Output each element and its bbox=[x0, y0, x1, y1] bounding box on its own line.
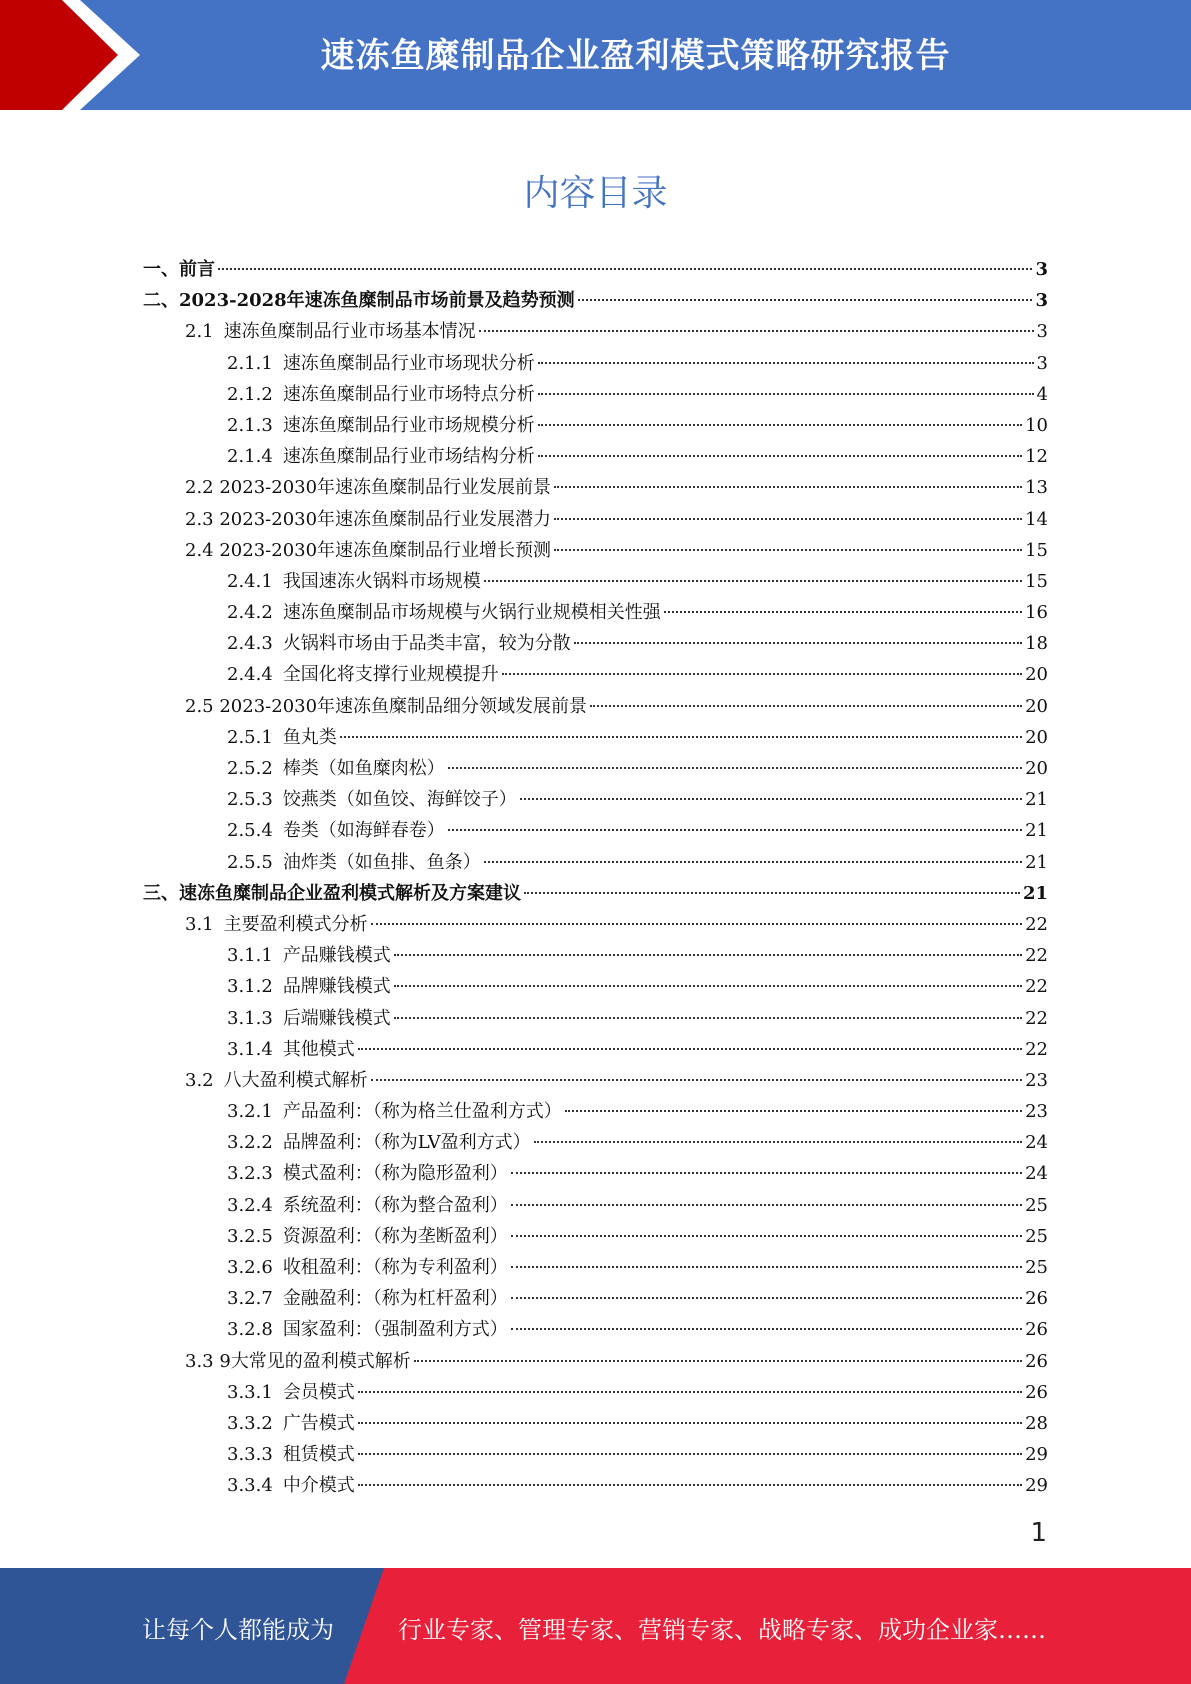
toc-entry-title: 三、速冻鱼糜制品企业盈利模式解析及方案建议 bbox=[143, 882, 521, 904]
footer-slogan-right: 行业专家、管理专家、营销专家、战略专家、成功企业家…… bbox=[398, 1616, 1046, 1644]
toc-dot-leader bbox=[358, 1048, 1022, 1050]
toc-entry[interactable] bbox=[143, 1377, 1048, 1408]
toc-entry-number: 3.3.4 bbox=[227, 1475, 273, 1497]
toc-dot-leader bbox=[511, 1235, 1022, 1237]
toc-entry-number: 2.1 bbox=[185, 321, 214, 343]
toc-entry-page: 22 bbox=[1025, 976, 1048, 998]
toc-entry-title: 全国化将支撑行业规模提升 bbox=[282, 664, 499, 686]
toc-entry-number: 3.2.5 bbox=[227, 1225, 273, 1247]
toc-entry-page: 23 bbox=[1025, 1069, 1048, 1091]
page-number: 1 bbox=[1030, 1518, 1047, 1548]
toc-dot-leader bbox=[414, 1360, 1022, 1362]
toc-entry-number: 2.5.5 bbox=[227, 851, 273, 873]
toc-entry-title: 租赁模式 bbox=[282, 1444, 355, 1466]
toc-entry-number: 2.5.2 bbox=[227, 758, 273, 779]
toc-entry-title: 2.4 2023-2030年速冻鱼糜制品行业增长预测 bbox=[185, 539, 552, 561]
toc-entry-title: 速冻鱼糜制品行业市场现状分析 bbox=[282, 352, 535, 374]
toc-entry-page: 10 bbox=[1025, 414, 1048, 436]
toc-dot-leader bbox=[394, 954, 1022, 956]
toc-entry-page: 21 bbox=[1022, 882, 1048, 904]
toc-entry-title: 中介模式 bbox=[282, 1475, 355, 1497]
toc-entry-title: 2.2 2023-2030年速冻鱼糜制品行业发展前景 bbox=[185, 477, 552, 499]
toc-entry[interactable] bbox=[143, 1190, 1048, 1221]
toc-entry-page: 26 bbox=[1025, 1350, 1048, 1372]
toc-entry-title: 八大盈利模式解析 bbox=[223, 1069, 368, 1091]
toc-entry[interactable] bbox=[143, 566, 1048, 597]
toc-entry[interactable] bbox=[143, 1408, 1048, 1439]
toc-entry-title: 收租盈利：（称为专利盈利） bbox=[282, 1257, 508, 1278]
toc-dot-leader bbox=[502, 673, 1022, 675]
toc-entry[interactable] bbox=[143, 878, 1048, 909]
toc-entry-number: 2.1.3 bbox=[227, 414, 273, 436]
toc-entry-page: 24 bbox=[1025, 1132, 1048, 1154]
toc-heading: 内容目录 bbox=[523, 173, 668, 214]
toc-dot-leader bbox=[511, 1297, 1022, 1299]
toc-entry[interactable] bbox=[143, 1158, 1048, 1189]
toc-dot-leader bbox=[358, 1484, 1022, 1486]
toc-entry[interactable] bbox=[143, 410, 1048, 441]
toc-entry-number: 3.3.1 bbox=[227, 1381, 273, 1403]
toc-entry-number: 3.2.6 bbox=[227, 1257, 273, 1278]
toc-dot-leader bbox=[358, 1391, 1022, 1393]
toc-entry[interactable] bbox=[143, 1314, 1048, 1345]
toc-entry-number: 3.1.3 bbox=[227, 1007, 273, 1029]
toc-entry[interactable] bbox=[143, 254, 1048, 285]
toc-entry-number: 3.2 bbox=[185, 1069, 214, 1091]
toc-entry-page: 20 bbox=[1025, 664, 1048, 686]
toc-entry[interactable] bbox=[143, 847, 1048, 878]
toc-dot-leader bbox=[578, 299, 1033, 301]
toc-entry-title: 速冻鱼糜制品市场规模与火锅行业规模相关性强 bbox=[282, 602, 661, 624]
toc-entry-page: 25 bbox=[1025, 1194, 1048, 1216]
toc-dot-leader bbox=[371, 1079, 1022, 1081]
toc-entry-page: 20 bbox=[1025, 695, 1048, 717]
toc-dot-leader bbox=[511, 1172, 1022, 1174]
toc-entry-page: 21 bbox=[1025, 820, 1048, 842]
toc-entry-number: 3.2.7 bbox=[227, 1288, 273, 1310]
toc-entry-page: 12 bbox=[1025, 446, 1048, 468]
toc-entry-title: 饺燕类（如鱼饺、海鲜饺子） bbox=[282, 789, 517, 811]
toc-entry[interactable] bbox=[143, 1221, 1048, 1252]
toc-dot-leader bbox=[520, 798, 1022, 800]
toc-entry-page: 21 bbox=[1025, 851, 1048, 873]
toc-entry[interactable] bbox=[143, 504, 1048, 535]
toc-entry-page: 22 bbox=[1025, 1038, 1048, 1060]
footer-banner bbox=[0, 1568, 1191, 1684]
toc-entry-number: 2.5.1 bbox=[227, 726, 273, 748]
toc-entry-page: 22 bbox=[1025, 945, 1048, 967]
toc-entry-title: 速冻鱼糜制品行业市场基本情况 bbox=[223, 321, 476, 343]
toc-entry-number: 3.2.4 bbox=[227, 1194, 273, 1216]
toc-dot-leader bbox=[358, 1453, 1022, 1455]
toc-entry[interactable] bbox=[143, 1065, 1048, 1096]
toc-entry-title: 2.5 2023-2030年速冻鱼糜制品细分领域发展前景 bbox=[185, 695, 588, 717]
toc-entry-page: 22 bbox=[1025, 1007, 1048, 1029]
toc-dot-leader bbox=[511, 1266, 1022, 1268]
toc-entry-title: 火锅料市场由于品类丰富，较为分散 bbox=[282, 633, 571, 655]
toc-entry-page: 23 bbox=[1025, 1101, 1048, 1123]
toc-entry-page: 15 bbox=[1025, 539, 1048, 561]
toc-entry-page: 26 bbox=[1025, 1381, 1048, 1403]
toc-dot-leader bbox=[484, 580, 1022, 582]
toc-entry-page: 3 bbox=[1036, 352, 1048, 374]
toc-entry-page: 20 bbox=[1025, 758, 1048, 779]
toc-dot-leader bbox=[394, 985, 1022, 987]
toc-entry[interactable] bbox=[143, 1470, 1048, 1501]
toc-dot-leader bbox=[538, 362, 1034, 364]
toc-entry-title: 速冻鱼糜制品行业市场特点分析 bbox=[282, 383, 535, 405]
toc-entry[interactable] bbox=[143, 316, 1048, 347]
toc-dot-leader bbox=[565, 1110, 1022, 1112]
toc-entry-number: 3.1.2 bbox=[227, 976, 273, 998]
toc-entry-title: 速冻鱼糜制品行业市场结构分析 bbox=[282, 446, 535, 468]
toc-entry[interactable] bbox=[143, 1003, 1048, 1034]
toc-dot-leader bbox=[218, 268, 1032, 270]
toc-entry[interactable] bbox=[143, 815, 1048, 846]
toc-entry-page: 15 bbox=[1025, 570, 1048, 592]
toc-entry-number: 2.1.1 bbox=[227, 352, 273, 374]
toc-dot-leader bbox=[340, 736, 1022, 738]
toc-entry-number: 2.4.1 bbox=[227, 570, 273, 592]
toc-dot-leader bbox=[448, 767, 1022, 769]
toc-entry-number: 3.2.3 bbox=[227, 1163, 273, 1185]
toc-entry-page: 26 bbox=[1025, 1319, 1048, 1341]
toc-entry-number: 2.4.4 bbox=[227, 664, 273, 686]
toc-entry-page: 13 bbox=[1025, 477, 1048, 499]
toc-entry[interactable] bbox=[143, 784, 1048, 815]
table-of-contents bbox=[143, 254, 1048, 1502]
toc-entry[interactable] bbox=[143, 441, 1048, 472]
toc-entry-title: 棒类（如鱼糜肉松） bbox=[282, 758, 445, 779]
toc-entry-title: 资源盈利：（称为垄断盈利） bbox=[282, 1225, 508, 1247]
toc-entry-page: 26 bbox=[1025, 1288, 1048, 1310]
toc-entry-title: 速冻鱼糜制品行业市场规模分析 bbox=[282, 414, 535, 436]
toc-dot-leader bbox=[511, 1204, 1022, 1206]
toc-entry[interactable] bbox=[143, 1283, 1048, 1314]
toc-entry[interactable] bbox=[143, 1034, 1048, 1065]
toc-entry[interactable] bbox=[143, 659, 1048, 690]
toc-entry-page: 21 bbox=[1025, 789, 1048, 811]
toc-dot-leader bbox=[371, 923, 1022, 925]
toc-entry-title: 3.3 9大常见的盈利模式解析 bbox=[185, 1350, 411, 1372]
toc-entry[interactable] bbox=[143, 1439, 1048, 1470]
toc-entry-number: 3.2.8 bbox=[227, 1319, 273, 1341]
toc-entry[interactable] bbox=[143, 379, 1048, 410]
toc-entry-page: 18 bbox=[1025, 633, 1048, 655]
toc-entry[interactable] bbox=[143, 348, 1048, 379]
toc-entry-title: 一、前言 bbox=[143, 259, 215, 280]
toc-entry-page: 28 bbox=[1025, 1412, 1048, 1434]
toc-entry-title: 2.3 2023-2030年速冻鱼糜制品行业发展潜力 bbox=[185, 508, 552, 530]
toc-entry-title: 后端赚钱模式 bbox=[282, 1007, 391, 1029]
toc-dot-leader bbox=[448, 829, 1022, 831]
toc-dot-leader bbox=[538, 424, 1022, 426]
toc-entry-title: 国家盈利：（强制盈利方式） bbox=[282, 1319, 508, 1341]
toc-entry-title: 鱼丸类 bbox=[282, 726, 337, 748]
toc-entry[interactable] bbox=[143, 940, 1048, 971]
toc-entry[interactable] bbox=[143, 1252, 1048, 1283]
toc-entry-number: 3.2.2 bbox=[227, 1132, 273, 1154]
toc-entry[interactable] bbox=[143, 691, 1048, 722]
toc-dot-leader bbox=[538, 455, 1022, 457]
toc-entry-title: 模式盈利：（称为隐形盈利） bbox=[282, 1163, 508, 1185]
toc-entry-number: 3.1 bbox=[185, 913, 214, 935]
toc-entry-page: 3 bbox=[1036, 321, 1048, 343]
toc-dot-leader bbox=[664, 611, 1022, 613]
toc-entry-title: 品牌赚钱模式 bbox=[282, 976, 391, 998]
toc-entry-page: 14 bbox=[1025, 508, 1048, 530]
toc-entry-title: 主要盈利模式分析 bbox=[223, 913, 368, 935]
toc-dot-leader bbox=[479, 330, 1034, 332]
report-title: 速冻鱼糜制品企业盈利模式策略研究报告 bbox=[320, 36, 951, 76]
toc-dot-leader bbox=[524, 892, 1020, 894]
toc-dot-leader bbox=[534, 1141, 1022, 1143]
toc-dot-leader bbox=[394, 1017, 1022, 1019]
footer-slogan-left: 让每个人都能成为 bbox=[142, 1616, 334, 1644]
toc-entry-title: 我国速冻火锅料市场规模 bbox=[282, 570, 481, 592]
toc-dot-leader bbox=[554, 549, 1022, 551]
toc-entry-number: 2.5.3 bbox=[227, 789, 273, 811]
report-header bbox=[0, 0, 1191, 110]
toc-entry-title: 系统盈利：（称为整合盈利） bbox=[282, 1194, 508, 1216]
toc-entry-page: 20 bbox=[1025, 726, 1048, 748]
toc-entry-number: 3.3.3 bbox=[227, 1444, 273, 1466]
toc-entry-page: 24 bbox=[1025, 1163, 1048, 1185]
toc-entry-title: 广告模式 bbox=[282, 1412, 355, 1434]
toc-entry-title: 产品盈利：（称为格兰仕盈利方式） bbox=[282, 1101, 562, 1123]
toc-dot-leader bbox=[554, 486, 1022, 488]
toc-entry-title: 品牌盈利：（称为LV盈利方式） bbox=[282, 1132, 531, 1154]
toc-entry-title: 卷类（如海鲜春卷） bbox=[282, 820, 445, 842]
toc-dot-leader bbox=[590, 705, 1022, 707]
toc-entry-page: 29 bbox=[1025, 1475, 1048, 1497]
toc-entry[interactable] bbox=[143, 1346, 1048, 1377]
toc-entry-title: 会员模式 bbox=[282, 1381, 355, 1403]
toc-dot-leader bbox=[511, 1328, 1022, 1330]
toc-entry-page: 22 bbox=[1025, 913, 1048, 935]
toc-entry-title: 金融盈利：（称为杠杆盈利） bbox=[282, 1288, 508, 1310]
toc-entry[interactable] bbox=[143, 753, 1048, 784]
toc-dot-leader bbox=[574, 642, 1022, 644]
toc-entry-title: 油炸类（如鱼排、鱼条） bbox=[282, 851, 481, 873]
toc-entry-number: 3.1.1 bbox=[227, 945, 273, 967]
toc-entry[interactable] bbox=[143, 1127, 1048, 1158]
toc-entry-number: 3.3.2 bbox=[227, 1412, 273, 1434]
toc-entry[interactable] bbox=[143, 628, 1048, 659]
toc-entry-title: 其他模式 bbox=[282, 1038, 355, 1060]
toc-entry-page: 4 bbox=[1036, 383, 1048, 405]
toc-dot-leader bbox=[538, 393, 1034, 395]
toc-entry-number: 3.1.4 bbox=[227, 1038, 273, 1060]
toc-dot-leader bbox=[484, 861, 1022, 863]
toc-entry-number: 2.1.2 bbox=[227, 383, 273, 405]
toc-entry[interactable] bbox=[143, 535, 1048, 566]
toc-entry-page: 29 bbox=[1025, 1444, 1048, 1466]
toc-entry[interactable] bbox=[143, 722, 1048, 753]
toc-dot-leader bbox=[358, 1422, 1022, 1424]
toc-entry[interactable] bbox=[143, 1096, 1048, 1127]
toc-entry-title: 产品赚钱模式 bbox=[282, 945, 391, 967]
toc-entry[interactable] bbox=[143, 909, 1048, 940]
toc-entry-page: 3 bbox=[1035, 290, 1048, 312]
toc-entry-title: 二、2023-2028年速冻鱼糜制品市场前景及趋势预测 bbox=[143, 290, 575, 312]
toc-entry[interactable] bbox=[143, 285, 1048, 316]
toc-entry-page: 25 bbox=[1025, 1225, 1048, 1247]
toc-entry-page: 3 bbox=[1035, 259, 1048, 280]
toc-entry-page: 16 bbox=[1025, 602, 1048, 624]
toc-entry-number: 2.4.3 bbox=[227, 633, 273, 655]
toc-entry-page: 25 bbox=[1025, 1257, 1048, 1278]
toc-entry[interactable] bbox=[143, 472, 1048, 503]
toc-entry[interactable] bbox=[143, 971, 1048, 1002]
toc-entry-number: 3.2.1 bbox=[227, 1101, 273, 1123]
toc-dot-leader bbox=[554, 518, 1022, 520]
toc-entry[interactable] bbox=[143, 597, 1048, 628]
toc-entry-number: 2.4.2 bbox=[227, 602, 273, 624]
toc-entry-number: 2.1.4 bbox=[227, 446, 273, 468]
toc-entry-number: 2.5.4 bbox=[227, 820, 273, 842]
